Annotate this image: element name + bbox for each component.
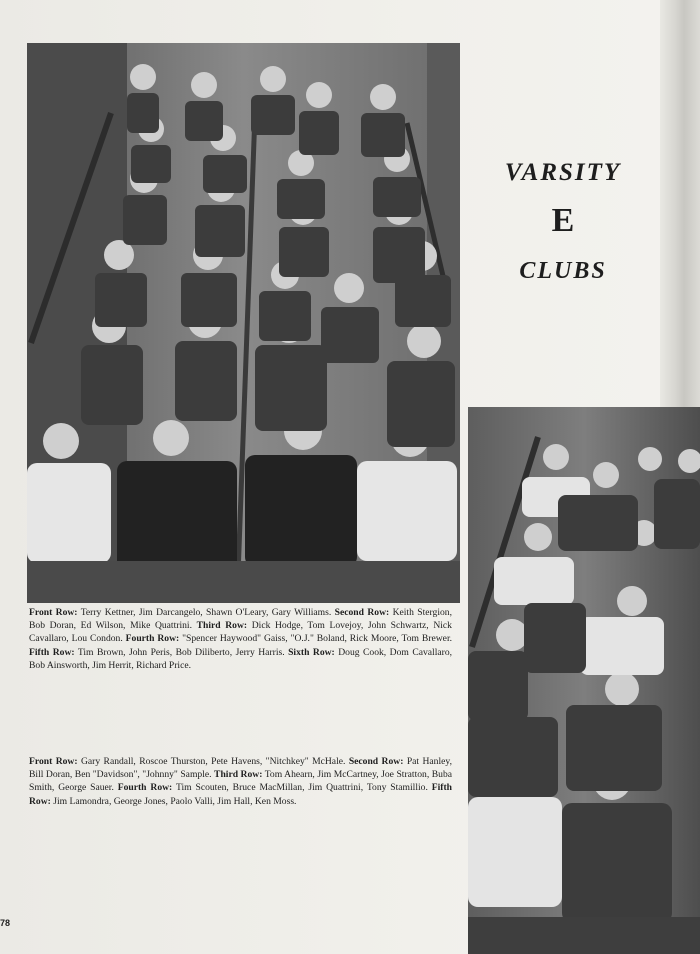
row-names: Pat Hanley, Bill Doran, Ben "Davidson", "Johnny" Sample. [29, 756, 452, 781]
row-names: Terry Kettner, Jim Darcangelo, Shawn O'Leary, Gary Williams. [77, 607, 335, 618]
row-label: Third Row: [214, 769, 263, 781]
caption-bottom [29, 755, 452, 808]
row-label: Fourth Row: [117, 782, 173, 794]
title-block [478, 155, 648, 291]
title-clubs: CLUBS [519, 258, 607, 284]
row-label: Fifth Row: [29, 782, 453, 807]
group-photo-bottom-image [468, 407, 700, 954]
group-photo-bottom [468, 407, 700, 954]
row-label: Fourth Row: [125, 633, 180, 645]
group-photo-top [27, 43, 460, 603]
row-names: Tom Ahearn, Jim McCartney, Joe Stratton, Buba Smith, George Sauer. [29, 769, 452, 794]
row-label: Front Row: [29, 607, 78, 618]
title-varsity: VARSITY [504, 159, 622, 186]
group-photo-top-image [27, 43, 460, 603]
row-label: Second Row: [348, 756, 404, 767]
row-names: Tim Brown, John Peris, Bob Diliberto, Jerry Harris. [74, 646, 289, 658]
title-letter-e: E [551, 202, 575, 239]
caption-top [29, 606, 452, 672]
row-names: "Spencer Haywood" Gaiss, "O.J." Boland, Rick Moore, Tom Brewer. [179, 633, 453, 645]
row-label: Third Row: [196, 620, 248, 632]
row-names: Tim Scouten, Bruce MacMillan, Jim Quattrini, Tony Stamillio. [172, 782, 432, 794]
row-names: Gary Randall, Roscoe Thurston, Pete Havens, "Nitchkey" McHale. [77, 756, 349, 767]
row-label: Sixth Row: [288, 646, 335, 658]
row-names: Doug Cook, Dom Cavallaro, Bob Ainsworth, Jim Herrit, Richard Price. [29, 646, 453, 671]
row-names: Keith Stergion, Bob Doran, Ed Wilson, Mike Quattrini. [29, 607, 452, 632]
row-names: Jim Lamondra, George Jones, Paolo Valli, Jim Hall, Ken Moss. [50, 795, 297, 807]
row-names: Dick Hodge, Tom Lovejoy, John Schwartz, Nick Cavallaro, Lou Condon. [29, 620, 452, 645]
row-label: Fifth Row: [29, 646, 75, 658]
page-number: 78 [0, 918, 11, 928]
row-label: Front Row: [29, 756, 78, 767]
row-label: Second Row: [334, 607, 390, 618]
